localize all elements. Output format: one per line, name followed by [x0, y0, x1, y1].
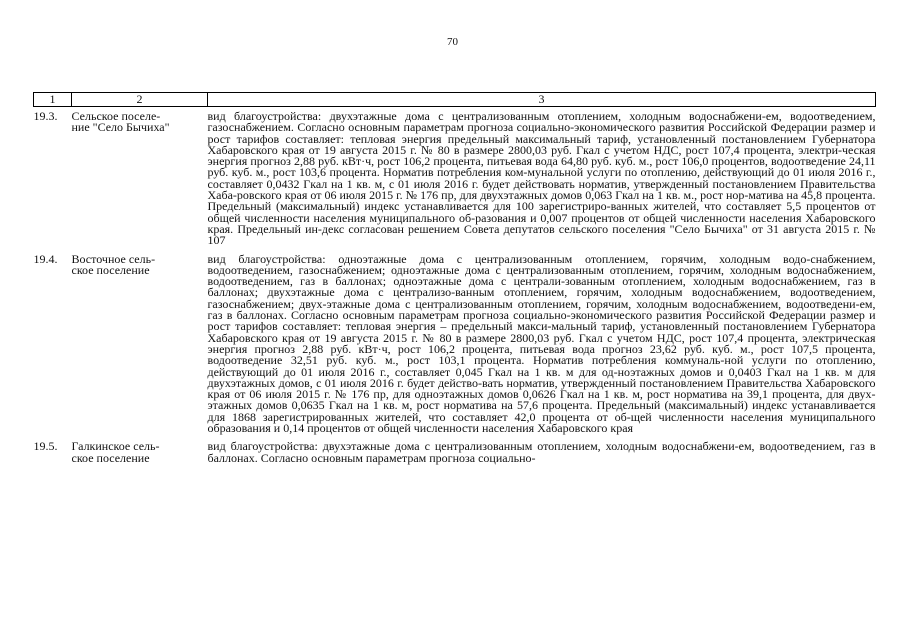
row-description: вид благоустройства: двухэтажные дома с централизованным отоплением, холодным водоснабжени-ем, водоотведением, газоснабжением. Согласно основным параметрам прогноза социально-экономического развития Российской Федерации размер и рост тарифов составляет: тепловая энергия предельный максимальный тариф, установленный постановлением Губернатора Хабаровского края от 19 августа 2015 г. № 80 в размере 2800,03 руб. Гкал с учетом НДС, рост 107,4 процента, электри-ческая энергия прогноз 2,88 руб. кВт·ч, рост 106,2 процента, питьевая вода 64,80 руб. куб. м., рост 106,0 процентов, водоотведение 24,11 руб. куб. м., рост 103,6 процента. Норматив потребления ком-мунальной услуги по отоплению, действующий до 01 июля 2016 г., составляет 0,0432 Гкал на 1 кв. м, с 01 июля 2016 г. будет действовать норматив, утвержденный постановлением Правительства Хаба-ровского края от 06 июля 2015 г. № 176 пр, для двухэтажных домов 0,063 Гкал на 1 кв. м., рост нор-матива на 45,8 процента. Предельный (максимальный) индекс устанавливается для 100 зарегистриро-ванных жителей, что составляет 5,5 процентов от общей численности населения муниципального об-разования и 0,007 процентов от общей численности населения Хабаровского края. Предельный ин-декс согласован решением Совета депутатов сельского поселения "Село Бычиха" от 31 августа 2015 г. № 107	[207, 109, 876, 248]
row-description: вид благоустройства: одноэтажные дома с централизованным отоплением, горячим, холодным водо-снабжением, водоотведением, газоснабжением; одноэтажные дома с централизованным отоплением, горячим, холодным водоснабжением, водоотведением, газ в баллонах; одноэтажные дома с централи-зованным отоплением, холодным водоснабжением, газ в баллонах; двухэтажные дома с централизо-ванным отоплением, горячим, холодным водоснабжением, водоотведением, газоснабжением; двух-этажные дома с централизованным отоплением, горячим, холодным водоснабжением, водоотведени-ем, газ в баллонах. Согласно основным параметрам прогноза социально-экономического развития Российской Федерации размер и рост тарифов составляет: тепловая энергия – предельный макси-мальный тариф, установленный постановлением Губернатора Хабаровского края от 19 августа 2015 г. № 80 в размере 2800,03 руб. Гкал с учетом НДС, рост 107,4 процента, электрическая энергия прогноз 2,88 руб. кВт·ч, рост 106,2 процента, питьевая вода прогноз 23,62 руб. куб. м., рост 107,5 процента, водоотведение 32,51 руб. куб. м., рост 103,1 процента. Норматив потребления коммуналь-ной услуги по отоплению, действующий до 01 июля 2016 г., составляет 0,045 Гкал на 1 кв. м для од-ноэтажных домов и 0,0403 Гкал на 1 кв. м для двухэтажных домов, с 01 июля 2016 г. будет действо-вать норматив, утвержденный постановлением Правительства Хабаровского края от 06 июля 2015 г. № 176 пр, для одноэтажных домов 0,0626 Гкал на 1 кв. м, рост норматива на 39,1 процента, для двух-этажных домов 0,0635 Гкал на 1 кв. м, рост норматива на 57,6 процента. Предельный (максимальный) индекс устанавливается для 1868 зарегистрированных жителей, что составляет 42,0 процента от об-щей численности населения муниципального образования и 0,14 процентов от общей численности населения Хабаровского края	[207, 251, 876, 436]
settlement-name	[72, 107, 208, 250]
table-row	[34, 437, 876, 467]
table-row	[34, 250, 876, 438]
settlement-name-text: Сельское поселе- ние "Село Бычиха"	[71, 109, 170, 135]
column-header-2: 2	[72, 93, 208, 107]
settlement-name	[72, 250, 208, 438]
column-header-1: 1	[34, 93, 72, 107]
row-number: 19.5.	[33, 439, 58, 454]
row-description: вид благоустройства: двухэтажные дома с централизованным отоплением, холодным водоснабжени-ем, водоотведением, газ в баллонах. Согласно основным параметрам прогноза социально-	[207, 439, 876, 465]
table-row	[34, 107, 876, 250]
settlement-name	[72, 437, 208, 467]
column-header-3: 3	[208, 93, 876, 107]
row-number: 19.3.	[33, 109, 58, 123]
table-header-row	[34, 93, 876, 107]
row-number: 19.4.	[33, 251, 58, 266]
page-number: 70	[447, 36, 458, 48]
tariff-table	[33, 92, 876, 467]
settlement-name-text: Восточное сель- ское поселение	[71, 251, 156, 277]
settlement-name-text: Галкинское сель- ское поселение	[71, 439, 160, 465]
